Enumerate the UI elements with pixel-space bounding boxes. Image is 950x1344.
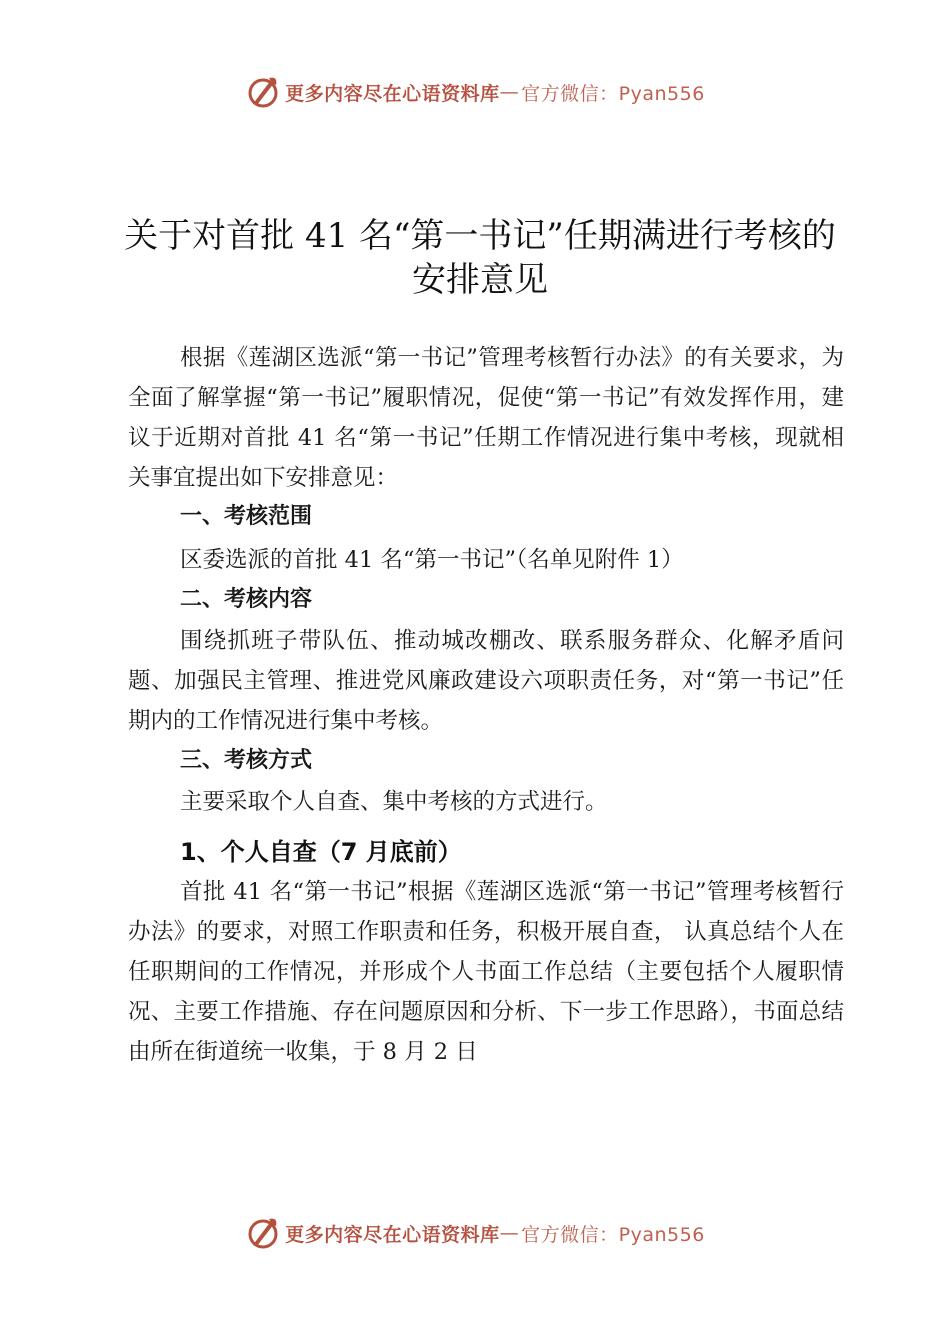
quill-seal-logo-icon <box>245 1215 281 1251</box>
banner-main-text: 更多内容尽在心语资料库 <box>285 1223 500 1246</box>
quill-seal-logo-icon <box>245 74 281 110</box>
header-watermark-banner <box>0 70 950 114</box>
section-heading-method: 三、考核方式 <box>180 748 313 773</box>
section-text-content: 围绕抓班子带队伍、推动城改棚改、联系服务群众、化解矛盾问题、加强民主管理、推进党风廉政建设六项职责任务，对“第一书记”任期内的工作情况进行集中考核。 <box>128 628 844 734</box>
banner-dash: — <box>499 81 520 103</box>
banner-main-text: 更多内容尽在心语资料库 <box>285 82 500 105</box>
intro-paragraph: 根据《莲湖区选派“第一书记”管理考核暂行办法》的有关要求，为全面了解掌握“第一书记”履职情况，促使“第一书记”有效发挥作用，建议于近期对首批 41 名“第一书记”任期工作情况进行集中考核，现就相关事宜提出如下安排意见： <box>128 345 844 491</box>
document-title: 关于对首批 41 名“第一书记”任期满进行考核的安排意见 <box>124 216 836 300</box>
banner-wechat-text: 官方微信：Pyan556 <box>521 82 705 105</box>
section-text-method: 主要采取个人自查、集中考核的方式进行。 <box>180 789 608 815</box>
section-heading-scope: 一、考核范围 <box>180 504 313 529</box>
subsection-text-self-check: 首批 41 名“第一书记”根据《莲湖区选派“第一书记”管理考核暂行办法》的要求，对照工作职责和任务，积极开展自查， 认真总结个人在任职期间的工作情况，并形成个人书面工作总结（主要包括个人履职情况、主要工作措施、存在问题原因和分析、下一步工作思路），书面总结由所在街道统一收集，于 8 月 2 日 <box>128 879 844 1065</box>
footer-watermark-banner <box>0 1211 950 1255</box>
banner-wechat-text: 官方微信：Pyan556 <box>521 1223 705 1246</box>
section-heading-content: 二、考核内容 <box>180 587 313 612</box>
section-text-scope: 区委选派的首批 41 名“第一书记”（名单见附件 1） <box>180 547 684 573</box>
subsection-heading-self-check: 1、个人自查（7 月底前） <box>180 838 462 866</box>
banner-dash: — <box>499 1222 520 1244</box>
